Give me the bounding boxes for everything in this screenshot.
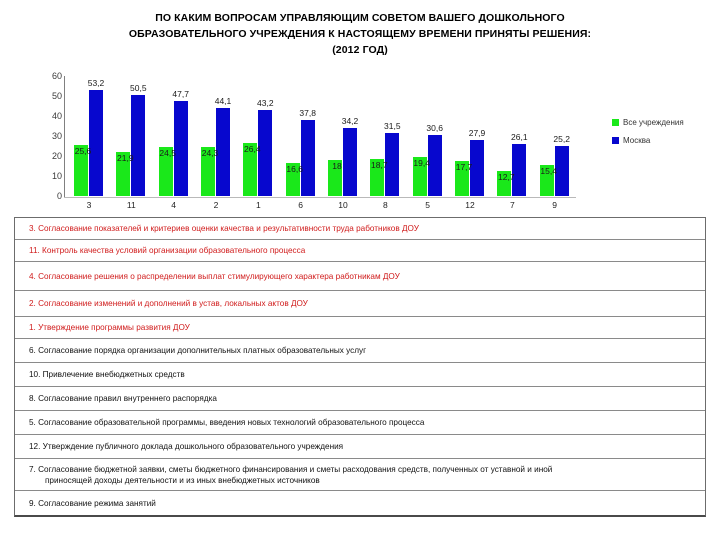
legend-item: [612, 118, 684, 127]
bar-moscow: [131, 95, 145, 196]
table-row: [15, 317, 705, 339]
table-row-label: 7. Согласование бюджетной заявки, сметы бюджетного финансирования и сметы расходования средств, полученных от уставной и иной приносящей доходы деятельности и из иных внебюджетных источников: [29, 464, 699, 486]
table-row-label: 6. Согласование порядка организации дополнительных платных образовательных услуг: [29, 346, 367, 355]
legend-item-label: Москва: [623, 136, 651, 145]
bar-group: [243, 76, 273, 196]
bar-value-label-moscow: 44,1: [214, 95, 232, 106]
table-row-label: 5. Согласование образовательной программы, введения новых технологий образовательного процесса: [29, 418, 425, 427]
questions-table: [14, 217, 706, 517]
x-axis-tick: 5: [425, 200, 431, 210]
y-axis-tick: 0: [56, 191, 62, 201]
bar-group: [201, 76, 231, 196]
table-row: [15, 491, 705, 515]
x-axis-tick: 10: [338, 200, 348, 210]
chart-legend: [612, 118, 684, 154]
table-row: [15, 339, 705, 363]
bar-value-label-moscow: 34,2: [341, 115, 359, 126]
x-axis-tick: 3: [86, 200, 92, 210]
legend-color-swatch: [612, 137, 619, 144]
x-axis-tick: 12: [465, 200, 475, 210]
x-axis-tick: 9: [552, 200, 558, 210]
bar-group: [370, 76, 400, 196]
table-row: [15, 459, 705, 491]
y-axis-tick: 20: [51, 151, 62, 161]
y-axis-tick: 40: [51, 111, 62, 121]
y-axis: [64, 76, 65, 198]
bar-value-label-moscow: 31,5: [384, 121, 401, 131]
bar-moscow: [301, 120, 315, 196]
bar-value-label-all: 25,6: [74, 145, 92, 156]
title-line-3: (2012 ГОД): [332, 44, 388, 56]
bar-value-label-all: 18,7: [371, 159, 388, 170]
bar-value-label-moscow: 37,8: [299, 108, 316, 119]
table-row: [15, 435, 705, 459]
bar-group: [116, 76, 146, 196]
x-axis-tick: 1: [255, 200, 261, 210]
bar-value-label-all: 12,7: [498, 171, 515, 182]
table-row-label: 4. Согласование решения о распределении выплат стимулирующего характера работникам ДОУ: [29, 271, 400, 281]
bar-value-label-moscow: 26,1: [511, 131, 528, 142]
bar-value-label-all: 17,7: [455, 161, 473, 172]
page-title: [0, 10, 720, 58]
bar-group: [286, 76, 316, 196]
table-row-label: 10. Привлечение внебюджетных средств: [29, 370, 185, 379]
bar-value-label-all: 26,4: [244, 144, 261, 155]
table-row-label-continued: приносящей доходы деятельности и из иных внебюджетных источников: [45, 475, 320, 485]
x-axis-tick: 2: [213, 200, 219, 210]
bar-group: [328, 76, 358, 196]
bar-value-label-all: 18: [332, 161, 342, 171]
title-line-2: ОБРАЗОВАТЕЛЬНОГО УЧРЕЖДЕНИЯ К НАСТОЯЩЕМУ ВРЕМЕНИ ПРИНЯТЫ РЕШЕНИЯ:: [128, 28, 592, 40]
y-axis-tick: 50: [51, 91, 62, 101]
y-axis-tick: 10: [51, 171, 62, 181]
table-row-label: 12. Утверждение публичного доклада дошкольного образовательного учреждения: [29, 442, 344, 451]
bar-value-label-moscow: 27,9: [468, 128, 486, 139]
x-axis-tick: 4: [171, 200, 177, 210]
table-row: [15, 218, 705, 240]
x-axis-tick: 6: [298, 200, 304, 210]
table-row: [15, 411, 705, 435]
table-row-label: 9. Согласование режима занятий: [29, 498, 156, 508]
bar-value-label-moscow: 30,6: [426, 122, 443, 133]
table-row-label: 3. Согласование показателей и критериев оценки качества и результативности труда работников ДОУ: [29, 224, 419, 233]
bar-value-label-moscow: 25,2: [553, 133, 570, 144]
bar-value-label-moscow: 47,7: [172, 88, 189, 99]
bar-value-label-all: 21,9: [117, 153, 134, 164]
x-axis-tick: 7: [509, 200, 515, 210]
legend-color-swatch: [612, 119, 619, 126]
table-row: [15, 240, 705, 262]
table-row: [15, 387, 705, 411]
table-row-label: 11. Контроль качества условий организации образовательного процесса: [29, 246, 306, 255]
table-row-label: 8. Согласование правил внутреннего распорядка: [29, 394, 217, 403]
y-axis-tick: 30: [51, 131, 62, 141]
table-row: [15, 363, 705, 387]
table-row-label: 2. Согласование изменений и дополнений в устав, локальных актов ДОУ: [29, 299, 308, 308]
plot-area: [51, 71, 574, 210]
bar-group: [74, 76, 104, 196]
bar-moscow: [512, 144, 526, 196]
bar-group: [413, 76, 443, 196]
bar-value-label-all: 19,4: [413, 158, 430, 169]
bar-moscow: [89, 90, 103, 196]
table-row-label: 1. Утверждение программы развития ДОУ: [29, 323, 190, 332]
bar-value-label-all: 24,5: [159, 148, 176, 158]
bar-value-label-moscow: 43,2: [257, 97, 274, 108]
bar-value-label-all: 16,6: [286, 163, 303, 174]
legend-item: [612, 136, 684, 145]
bar-value-label-moscow: 50,5: [130, 83, 147, 93]
legend-item-label: Все учреждения: [623, 118, 684, 127]
table-row: [15, 262, 705, 291]
bar-value-label-all: 15,4: [540, 166, 557, 177]
bar-moscow: [343, 128, 357, 196]
table-row: [15, 291, 705, 317]
x-axis-tick: 11: [126, 200, 136, 210]
y-axis-tick: 60: [51, 71, 62, 81]
x-axis: [64, 197, 576, 198]
bar-value-label-moscow: 53,2: [87, 77, 105, 88]
bar-value-label-all: 24,3: [201, 148, 219, 159]
x-axis-tick: 8: [382, 200, 388, 210]
title-line-1: ПО КАКИМ ВОПРОСАМ УПРАВЛЯЮЩИМ СОВЕТОМ ВАШЕГО ДОШКОЛЬНОГО: [155, 12, 565, 24]
